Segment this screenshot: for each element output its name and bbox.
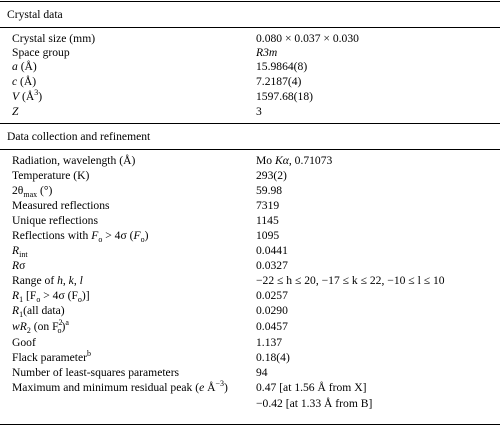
row-value: 0.0441 [256,244,288,257]
table-row [0,259,500,274]
top-rule [0,1,500,2]
row-label: $2\theta_{max}$ (°) [12,184,53,199]
table-row [0,214,500,229]
table-row [0,60,500,75]
section-title-crystal-data: Crystal data [7,8,63,21]
row-value: Mo Kα, 0.71073 [256,154,333,167]
bottom-rule [0,424,500,425]
row-label: Crystal size (mm) [12,32,96,45]
row-label: Maximum and minimum residual peak (e $Å^{-3}$) [12,379,228,394]
row-value: 0.0327 [256,259,288,272]
row-value: 0.0290 [256,304,288,317]
row-value-continued: −0.42 [at 1.33 Å from B] [256,397,373,410]
table-row [0,320,500,335]
section-rule [0,149,500,150]
section-rule [0,27,500,28]
row-value: 293(2) [256,169,287,182]
row-value: −22 ≤ h ≤ 20, −17 ≤ k ≤ 22, −10 ≤ l ≤ 10 [256,274,445,287]
table-row [0,336,500,351]
row-label: $wR_2$ (on $F^2_o)^a$ [12,318,69,335]
row-value: 1.137 [256,336,283,349]
table-row [0,169,500,184]
row-value: 15.9864(8) [256,60,308,73]
row-value: 0.0457 [256,320,288,333]
row-value: 7.2187(4) [256,75,302,88]
row-value: 0.080 × 0.037 × 0.030 [256,32,359,45]
table-row [0,397,500,412]
table-row [0,366,500,381]
row-value: 0.0257 [256,289,288,302]
row-value: R3m [256,46,278,59]
row-value: 1597.68(18) [256,90,313,103]
table-row [0,199,500,214]
table-row [0,351,500,366]
row-label: Z [12,105,19,118]
table-row [0,75,500,90]
row-label: Reflections with $F_o > 4\sigma$ $(F_o)$ [12,229,149,244]
row-label: Rσ [12,259,26,272]
table-row [0,90,500,105]
section-title-data-collection: Data collection and refinement [7,130,151,143]
table-row [0,274,500,289]
row-value: 1095 [256,229,280,242]
row-label: c (Å) [12,75,37,88]
row-label: $R_1(all$ data) [12,304,65,319]
row-value: 59.98 [256,184,283,197]
table-row [0,105,500,120]
row-value: 0.18(4) [256,351,290,364]
row-value: 0.47 [at 1.56 Å from X] [256,381,367,394]
row-label: Range of h, k, l [12,274,83,287]
table-row [0,229,500,244]
table-row [0,184,500,199]
row-label: a (Å) [12,60,37,73]
row-label: $R_{int}$ [12,244,28,259]
row-value: 1145 [256,214,279,227]
table-row [0,32,500,47]
table-row [0,154,500,169]
row-label: Temperature (K) [12,169,90,182]
table-row [0,304,500,319]
row-label: Number of least-squares parameters [12,366,180,379]
row-label: Goof [12,336,36,349]
row-label: $R_1$ [$F_o > 4\sigma$ $(F_o)$] [12,289,90,304]
table-row [0,244,500,259]
row-label: Radiation, wavelength (Å) [12,154,136,167]
row-value: 3 [256,105,262,118]
row-label: Unique reflections [12,214,98,227]
row-value: 94 [256,366,268,379]
table-row [0,381,500,396]
row-label: Space group [12,46,70,59]
row-label: V $(Å^3)$ [12,88,43,103]
table-row [0,289,500,304]
section-rule [0,123,500,124]
row-value: 7319 [256,199,280,212]
table-row [0,46,500,61]
row-label: Measured reflections [12,199,110,212]
row-label: Flack parameter$^b$ [12,349,91,364]
